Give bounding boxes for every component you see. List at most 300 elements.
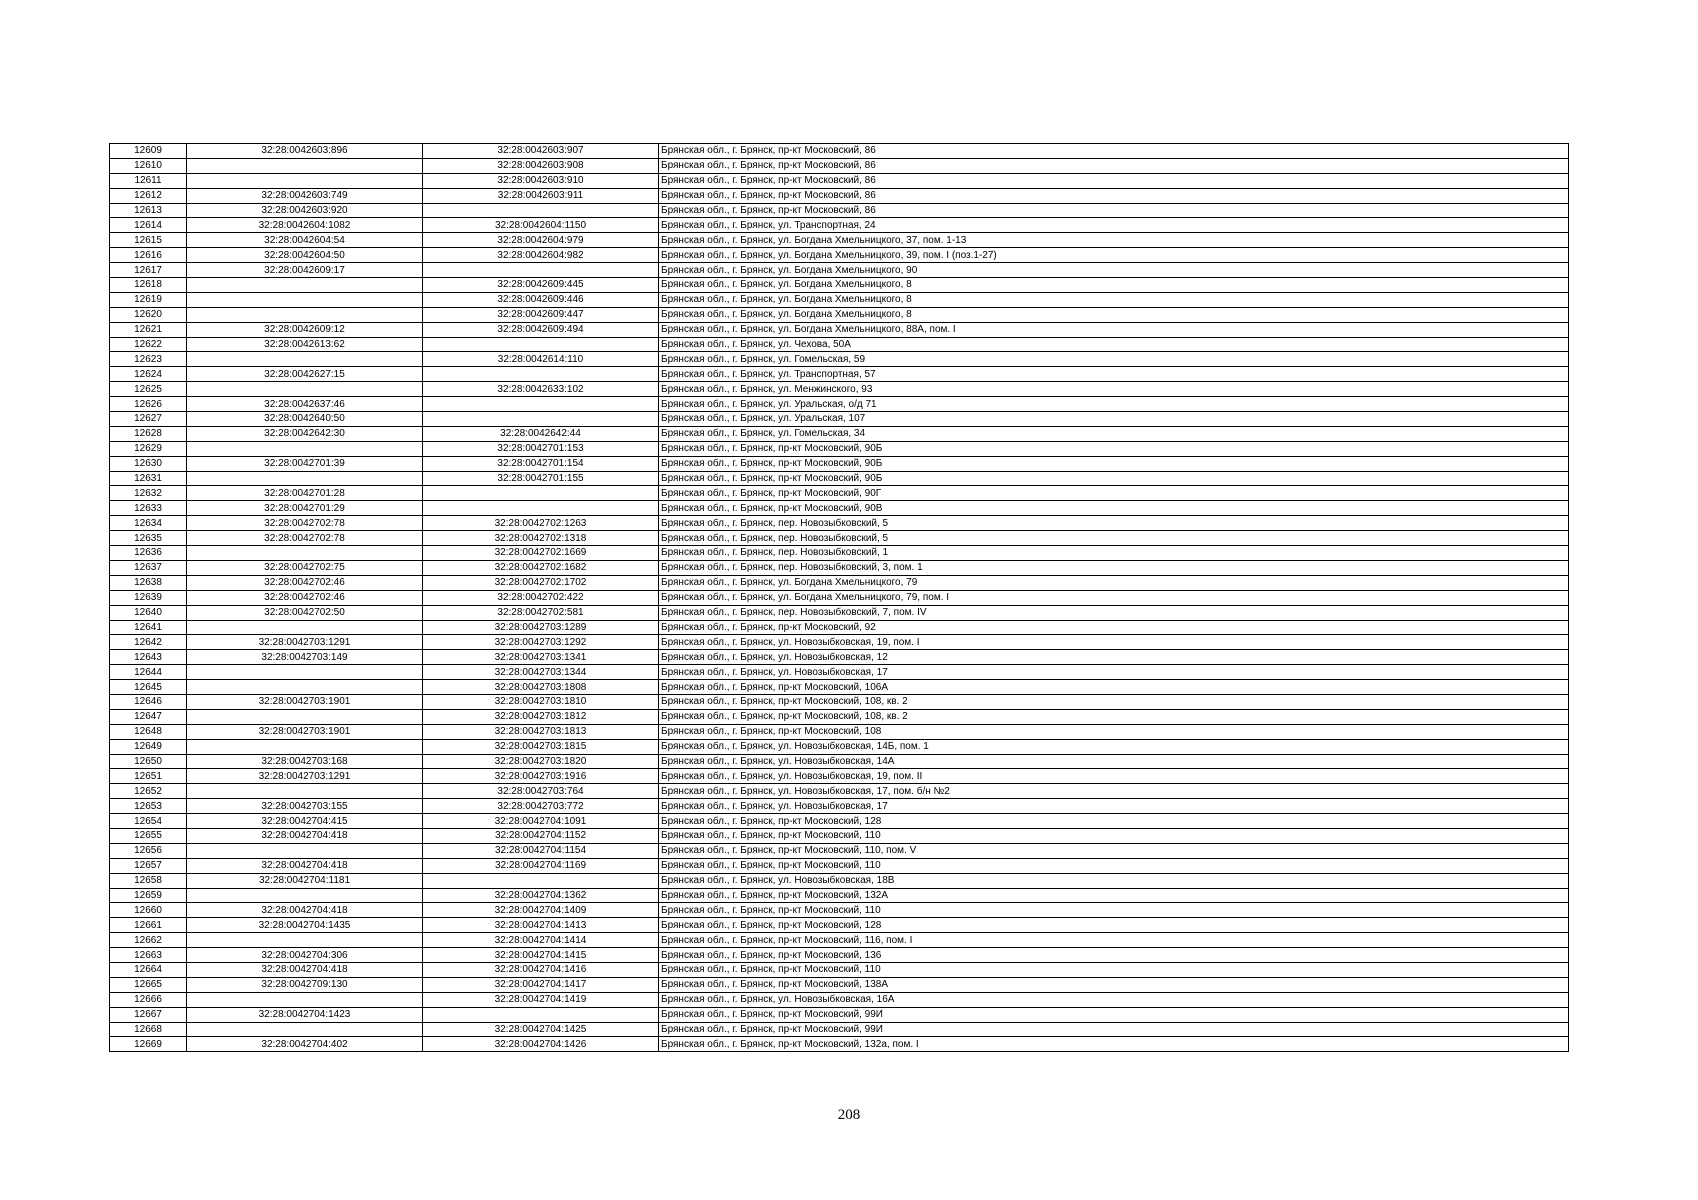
object-number-cell: 32:28:0042704:1169 bbox=[423, 858, 659, 873]
row-number-cell: 12646 bbox=[110, 694, 187, 709]
row-number-cell: 12618 bbox=[110, 278, 187, 293]
table-row bbox=[110, 784, 1569, 799]
row-number-cell: 12664 bbox=[110, 962, 187, 977]
parcel-number-cell bbox=[187, 620, 423, 635]
table-row bbox=[110, 665, 1569, 680]
row-number-cell: 12663 bbox=[110, 948, 187, 963]
address-cell: Брянская обл., г. Брянск, ул. Богдана Хмельницкого, 8 bbox=[659, 292, 1569, 307]
address-cell: Брянская обл., г. Брянск, пр-кт Московский, 110 bbox=[659, 858, 1569, 873]
parcel-number-cell: 32:28:0042703:1291 bbox=[187, 769, 423, 784]
table-row bbox=[110, 560, 1569, 575]
address-cell: Брянская обл., г. Брянск, пр-кт Московский, 136 bbox=[659, 948, 1569, 963]
parcel-number-cell: 32:28:0042704:418 bbox=[187, 858, 423, 873]
table-row bbox=[110, 992, 1569, 1007]
row-number-cell: 12637 bbox=[110, 560, 187, 575]
object-number-cell: 32:28:0042702:1318 bbox=[423, 531, 659, 546]
object-number-cell: 32:28:0042604:982 bbox=[423, 248, 659, 263]
address-cell: Брянская обл., г. Брянск, ул. Новозыбковская, 16А bbox=[659, 992, 1569, 1007]
parcel-number-cell: 32:28:0042701:29 bbox=[187, 501, 423, 516]
parcel-number-cell: 32:28:0042702:75 bbox=[187, 560, 423, 575]
address-cell: Брянская обл., г. Брянск, пр-кт Московский, 92 bbox=[659, 620, 1569, 635]
row-number-cell: 12644 bbox=[110, 665, 187, 680]
table-row bbox=[110, 828, 1569, 843]
table-row bbox=[110, 977, 1569, 992]
object-number-cell: 32:28:0042704:1415 bbox=[423, 948, 659, 963]
parcel-number-cell bbox=[187, 888, 423, 903]
parcel-number-cell: 32:28:0042603:896 bbox=[187, 144, 423, 159]
object-number-cell: 32:28:0042701:153 bbox=[423, 441, 659, 456]
object-number-cell: 32:28:0042703:1810 bbox=[423, 694, 659, 709]
table-row bbox=[110, 680, 1569, 695]
address-cell: Брянская обл., г. Брянск, ул. Богдана Хмельницкого, 88А, пом. I bbox=[659, 322, 1569, 337]
object-number-cell: 32:28:0042703:764 bbox=[423, 784, 659, 799]
parcel-number-cell bbox=[187, 352, 423, 367]
row-number-cell: 12669 bbox=[110, 1037, 187, 1052]
object-number-cell: 32:28:0042704:1362 bbox=[423, 888, 659, 903]
table-row bbox=[110, 1037, 1569, 1052]
row-number-cell: 12633 bbox=[110, 501, 187, 516]
object-number-cell: 32:28:0042703:1916 bbox=[423, 769, 659, 784]
table-row bbox=[110, 635, 1569, 650]
row-number-cell: 12660 bbox=[110, 903, 187, 918]
address-cell: Брянская обл., г. Брянск, ул. Богдана Хмельницкого, 39, пом. I (поз.1-27) bbox=[659, 248, 1569, 263]
object-number-cell: 32:28:0042703:1820 bbox=[423, 754, 659, 769]
object-number-cell: 32:28:0042703:1813 bbox=[423, 724, 659, 739]
object-number-cell bbox=[423, 873, 659, 888]
object-number-cell: 32:28:0042614:110 bbox=[423, 352, 659, 367]
row-number-cell: 12665 bbox=[110, 977, 187, 992]
table-row bbox=[110, 769, 1569, 784]
object-number-cell: 32:28:0042603:907 bbox=[423, 144, 659, 159]
row-number-cell: 12640 bbox=[110, 605, 187, 620]
object-number-cell: 32:28:0042704:1414 bbox=[423, 933, 659, 948]
address-cell: Брянская обл., г. Брянск, ул. Гомельская, 34 bbox=[659, 426, 1569, 441]
address-cell: Брянская обл., г. Брянск, пр-кт Московский, 99И bbox=[659, 1022, 1569, 1037]
address-cell: Брянская обл., г. Брянск, пр-кт Московский, 86 bbox=[659, 173, 1569, 188]
row-number-cell: 12655 bbox=[110, 828, 187, 843]
row-number-cell: 12625 bbox=[110, 382, 187, 397]
table-row bbox=[110, 858, 1569, 873]
row-number-cell: 12612 bbox=[110, 188, 187, 203]
object-number-cell: 32:28:0042633:102 bbox=[423, 382, 659, 397]
parcel-number-cell: 32:28:0042704:418 bbox=[187, 962, 423, 977]
parcel-number-cell bbox=[187, 739, 423, 754]
object-number-cell: 32:28:0042702:1682 bbox=[423, 560, 659, 575]
parcel-number-cell: 32:28:0042603:920 bbox=[187, 203, 423, 218]
address-cell: Брянская обл., г. Брянск, ул. Новозыбковская, 17 bbox=[659, 665, 1569, 680]
address-cell: Брянская обл., г. Брянск, пр-кт Московский, 90В bbox=[659, 501, 1569, 516]
row-number-cell: 12627 bbox=[110, 412, 187, 427]
table-row bbox=[110, 531, 1569, 546]
address-cell: Брянская обл., г. Брянск, ул. Новозыбковская, 19, пом. I bbox=[659, 635, 1569, 650]
row-number-cell: 12654 bbox=[110, 814, 187, 829]
row-number-cell: 12631 bbox=[110, 471, 187, 486]
table-row bbox=[110, 888, 1569, 903]
address-cell: Брянская обл., г. Брянск, ул. Уральская, 107 bbox=[659, 412, 1569, 427]
parcel-number-cell: 32:28:0042604:1082 bbox=[187, 218, 423, 233]
parcel-number-cell: 32:28:0042704:306 bbox=[187, 948, 423, 963]
object-number-cell: 32:28:0042704:1409 bbox=[423, 903, 659, 918]
object-number-cell bbox=[423, 367, 659, 382]
row-number-cell: 12641 bbox=[110, 620, 187, 635]
address-cell: Брянская обл., г. Брянск, ул. Новозыбковская, 19, пом. II bbox=[659, 769, 1569, 784]
address-cell: Брянская обл., г. Брянск, пр-кт Московский, 86 bbox=[659, 188, 1569, 203]
table-row bbox=[110, 814, 1569, 829]
object-number-cell: 32:28:0042604:979 bbox=[423, 233, 659, 248]
row-number-cell: 12657 bbox=[110, 858, 187, 873]
row-number-cell: 12616 bbox=[110, 248, 187, 263]
registry-table-body bbox=[110, 144, 1569, 1052]
registry-table bbox=[109, 143, 1569, 1052]
table-row bbox=[110, 337, 1569, 352]
object-number-cell bbox=[423, 501, 659, 516]
table-row bbox=[110, 203, 1569, 218]
address-cell: Брянская обл., г. Брянск, пер. Новозыбковский, 1 bbox=[659, 546, 1569, 561]
row-number-cell: 12638 bbox=[110, 575, 187, 590]
object-number-cell: 32:28:0042703:772 bbox=[423, 799, 659, 814]
row-number-cell: 12649 bbox=[110, 739, 187, 754]
table-row bbox=[110, 873, 1569, 888]
parcel-number-cell bbox=[187, 784, 423, 799]
row-number-cell: 12648 bbox=[110, 724, 187, 739]
table-row bbox=[110, 933, 1569, 948]
object-number-cell: 32:28:0042703:1815 bbox=[423, 739, 659, 754]
parcel-number-cell: 32:28:0042642:30 bbox=[187, 426, 423, 441]
parcel-number-cell: 32:28:0042704:402 bbox=[187, 1037, 423, 1052]
table-row bbox=[110, 173, 1569, 188]
address-cell: Брянская обл., г. Брянск, пр-кт Московский, 106А bbox=[659, 680, 1569, 695]
parcel-number-cell: 32:28:0042609:12 bbox=[187, 322, 423, 337]
row-number-cell: 12623 bbox=[110, 352, 187, 367]
table-row bbox=[110, 322, 1569, 337]
table-row bbox=[110, 903, 1569, 918]
row-number-cell: 12642 bbox=[110, 635, 187, 650]
address-cell: Брянская обл., г. Брянск, пр-кт Московский, 128 bbox=[659, 918, 1569, 933]
row-number-cell: 12666 bbox=[110, 992, 187, 1007]
table-row bbox=[110, 948, 1569, 963]
table-row bbox=[110, 739, 1569, 754]
address-cell: Брянская обл., г. Брянск, ул. Богдана Хмельницкого, 8 bbox=[659, 278, 1569, 293]
address-cell: Брянская обл., г. Брянск, пер. Новозыбковский, 7, пом. IV bbox=[659, 605, 1569, 620]
object-number-cell: 32:28:0042704:1154 bbox=[423, 843, 659, 858]
table-row bbox=[110, 248, 1569, 263]
table-row bbox=[110, 233, 1569, 248]
parcel-number-cell: 32:28:0042703:1901 bbox=[187, 724, 423, 739]
table-row bbox=[110, 799, 1569, 814]
table-row bbox=[110, 188, 1569, 203]
address-cell: Брянская обл., г. Брянск, ул. Новозыбковская, 14А bbox=[659, 754, 1569, 769]
address-cell: Брянская обл., г. Брянск, ул. Новозыбковская, 17, пом. б/н №2 bbox=[659, 784, 1569, 799]
parcel-number-cell: 32:28:0042640:50 bbox=[187, 412, 423, 427]
table-row bbox=[110, 962, 1569, 977]
object-number-cell bbox=[423, 412, 659, 427]
table-row bbox=[110, 471, 1569, 486]
object-number-cell bbox=[423, 337, 659, 352]
address-cell: Брянская обл., г. Брянск, пр-кт Московский, 90Б bbox=[659, 471, 1569, 486]
address-cell: Брянская обл., г. Брянск, пр-кт Московский, 108, кв. 2 bbox=[659, 694, 1569, 709]
object-number-cell: 32:28:0042609:494 bbox=[423, 322, 659, 337]
table-row bbox=[110, 918, 1569, 933]
parcel-number-cell: 32:28:0042604:50 bbox=[187, 248, 423, 263]
row-number-cell: 12630 bbox=[110, 456, 187, 471]
table-row bbox=[110, 620, 1569, 635]
table-row bbox=[110, 546, 1569, 561]
address-cell: Брянская обл., г. Брянск, ул. Богдана Хмельницкого, 37, пом. 1-13 bbox=[659, 233, 1569, 248]
object-number-cell: 32:28:0042704:1152 bbox=[423, 828, 659, 843]
table-row bbox=[110, 709, 1569, 724]
table-row bbox=[110, 575, 1569, 590]
row-number-cell: 12622 bbox=[110, 337, 187, 352]
table-row bbox=[110, 397, 1569, 412]
table-row bbox=[110, 352, 1569, 367]
parcel-number-cell bbox=[187, 992, 423, 1007]
address-cell: Брянская обл., г. Брянск, пр-кт Московский, 108, кв. 2 bbox=[659, 709, 1569, 724]
parcel-number-cell bbox=[187, 441, 423, 456]
object-number-cell: 32:28:0042704:1091 bbox=[423, 814, 659, 829]
row-number-cell: 12609 bbox=[110, 144, 187, 159]
object-number-cell: 32:28:0042609:446 bbox=[423, 292, 659, 307]
address-cell: Брянская обл., г. Брянск, пер. Новозыбковский, 3, пом. 1 bbox=[659, 560, 1569, 575]
address-cell: Брянская обл., г. Брянск, пр-кт Московский, 110 bbox=[659, 903, 1569, 918]
object-number-cell: 32:28:0042702:1702 bbox=[423, 575, 659, 590]
address-cell: Брянская обл., г. Брянск, пр-кт Московский, 108 bbox=[659, 724, 1569, 739]
object-number-cell: 32:28:0042642:44 bbox=[423, 426, 659, 441]
table-row bbox=[110, 724, 1569, 739]
row-number-cell: 12650 bbox=[110, 754, 187, 769]
object-number-cell: 32:28:0042702:581 bbox=[423, 605, 659, 620]
object-number-cell: 32:28:0042603:911 bbox=[423, 188, 659, 203]
row-number-cell: 12659 bbox=[110, 888, 187, 903]
address-cell: Брянская обл., г. Брянск, ул. Гомельская, 59 bbox=[659, 352, 1569, 367]
address-cell: Брянская обл., г. Брянск, пр-кт Московский, 128 bbox=[659, 814, 1569, 829]
object-number-cell: 32:28:0042703:1808 bbox=[423, 680, 659, 695]
table-row bbox=[110, 605, 1569, 620]
parcel-number-cell: 32:28:0042637:46 bbox=[187, 397, 423, 412]
parcel-number-cell: 32:28:0042703:155 bbox=[187, 799, 423, 814]
table-row bbox=[110, 144, 1569, 159]
parcel-number-cell bbox=[187, 1022, 423, 1037]
row-number-cell: 12651 bbox=[110, 769, 187, 784]
parcel-number-cell bbox=[187, 158, 423, 173]
object-number-cell: 32:28:0042703:1344 bbox=[423, 665, 659, 680]
parcel-number-cell bbox=[187, 471, 423, 486]
address-cell: Брянская обл., г. Брянск, пр-кт Московский, 90Б bbox=[659, 456, 1569, 471]
object-number-cell: 32:28:0042704:1413 bbox=[423, 918, 659, 933]
table-row bbox=[110, 1022, 1569, 1037]
address-cell: Брянская обл., г. Брянск, пр-кт Московский, 116, пом. I bbox=[659, 933, 1569, 948]
parcel-number-cell bbox=[187, 382, 423, 397]
object-number-cell: 32:28:0042704:1426 bbox=[423, 1037, 659, 1052]
object-number-cell: 32:28:0042703:1812 bbox=[423, 709, 659, 724]
table-row bbox=[110, 1007, 1569, 1022]
parcel-number-cell: 32:28:0042702:46 bbox=[187, 590, 423, 605]
row-number-cell: 12652 bbox=[110, 784, 187, 799]
table-row bbox=[110, 278, 1569, 293]
row-number-cell: 12615 bbox=[110, 233, 187, 248]
address-cell: Брянская обл., г. Брянск, пер. Новозыбковский, 5 bbox=[659, 531, 1569, 546]
table-row bbox=[110, 307, 1569, 322]
parcel-number-cell bbox=[187, 173, 423, 188]
table-row bbox=[110, 292, 1569, 307]
row-number-cell: 12658 bbox=[110, 873, 187, 888]
parcel-number-cell: 32:28:0042604:54 bbox=[187, 233, 423, 248]
table-row bbox=[110, 694, 1569, 709]
object-number-cell: 32:28:0042603:908 bbox=[423, 158, 659, 173]
row-number-cell: 12626 bbox=[110, 397, 187, 412]
table-row bbox=[110, 650, 1569, 665]
table-row bbox=[110, 516, 1569, 531]
parcel-number-cell: 32:28:0042613:62 bbox=[187, 337, 423, 352]
parcel-number-cell: 32:28:0042702:46 bbox=[187, 575, 423, 590]
row-number-cell: 12619 bbox=[110, 292, 187, 307]
parcel-number-cell: 32:28:0042703:168 bbox=[187, 754, 423, 769]
parcel-number-cell: 32:28:0042704:418 bbox=[187, 903, 423, 918]
object-number-cell: 32:28:0042604:1150 bbox=[423, 218, 659, 233]
parcel-number-cell bbox=[187, 278, 423, 293]
address-cell: Брянская обл., г. Брянск, ул. Богдана Хмельницкого, 79, пом. I bbox=[659, 590, 1569, 605]
row-number-cell: 12667 bbox=[110, 1007, 187, 1022]
parcel-number-cell: 32:28:0042703:149 bbox=[187, 650, 423, 665]
parcel-number-cell: 32:28:0042704:1423 bbox=[187, 1007, 423, 1022]
address-cell: Брянская обл., г. Брянск, пр-кт Московский, 132а, пом. I bbox=[659, 1037, 1569, 1052]
table-row bbox=[110, 590, 1569, 605]
table-row bbox=[110, 754, 1569, 769]
table-row bbox=[110, 412, 1569, 427]
row-number-cell: 12635 bbox=[110, 531, 187, 546]
object-number-cell bbox=[423, 486, 659, 501]
address-cell: Брянская обл., г. Брянск, ул. Богдана Хмельницкого, 8 bbox=[659, 307, 1569, 322]
table-row bbox=[110, 501, 1569, 516]
table-row bbox=[110, 456, 1569, 471]
address-cell: Брянская обл., г. Брянск, ул. Чехова, 50А bbox=[659, 337, 1569, 352]
object-number-cell: 32:28:0042702:1263 bbox=[423, 516, 659, 531]
row-number-cell: 12629 bbox=[110, 441, 187, 456]
address-cell: Брянская обл., г. Брянск, пр-кт Московский, 90Б bbox=[659, 441, 1569, 456]
parcel-number-cell: 32:28:0042704:1181 bbox=[187, 873, 423, 888]
parcel-number-cell: 32:28:0042603:749 bbox=[187, 188, 423, 203]
parcel-number-cell bbox=[187, 665, 423, 680]
address-cell: Брянская обл., г. Брянск, ул. Уральская, о/д 71 bbox=[659, 397, 1569, 412]
object-number-cell bbox=[423, 263, 659, 278]
row-number-cell: 12639 bbox=[110, 590, 187, 605]
parcel-number-cell: 32:28:0042703:1901 bbox=[187, 694, 423, 709]
address-cell: Брянская обл., г. Брянск, ул. Новозыбковская, 18В bbox=[659, 873, 1569, 888]
row-number-cell: 12656 bbox=[110, 843, 187, 858]
table-row bbox=[110, 158, 1569, 173]
table-row bbox=[110, 263, 1569, 278]
table-row bbox=[110, 441, 1569, 456]
object-number-cell: 32:28:0042703:1292 bbox=[423, 635, 659, 650]
parcel-number-cell: 32:28:0042702:50 bbox=[187, 605, 423, 620]
row-number-cell: 12668 bbox=[110, 1022, 187, 1037]
object-number-cell bbox=[423, 203, 659, 218]
row-number-cell: 12610 bbox=[110, 158, 187, 173]
object-number-cell: 32:28:0042703:1289 bbox=[423, 620, 659, 635]
address-cell: Брянская обл., г. Брянск, пр-кт Московский, 99И bbox=[659, 1007, 1569, 1022]
row-number-cell: 12613 bbox=[110, 203, 187, 218]
address-cell: Брянская обл., г. Брянск, ул. Богдана Хмельницкого, 90 bbox=[659, 263, 1569, 278]
address-cell: Брянская обл., г. Брянск, ул. Транспортная, 57 bbox=[659, 367, 1569, 382]
row-number-cell: 12632 bbox=[110, 486, 187, 501]
row-number-cell: 12620 bbox=[110, 307, 187, 322]
address-cell: Брянская обл., г. Брянск, пр-кт Московский, 86 bbox=[659, 158, 1569, 173]
address-cell: Брянская обл., г. Брянск, пр-кт Московский, 132А bbox=[659, 888, 1569, 903]
parcel-number-cell bbox=[187, 292, 423, 307]
object-number-cell: 32:28:0042704:1425 bbox=[423, 1022, 659, 1037]
address-cell: Брянская обл., г. Брянск, пер. Новозыбковский, 5 bbox=[659, 516, 1569, 531]
address-cell: Брянская обл., г. Брянск, пр-кт Московский, 86 bbox=[659, 144, 1569, 159]
table-row bbox=[110, 486, 1569, 501]
address-cell: Брянская обл., г. Брянск, пр-кт Московский, 138А bbox=[659, 977, 1569, 992]
parcel-number-cell: 32:28:0042702:78 bbox=[187, 516, 423, 531]
object-number-cell: 32:28:0042609:445 bbox=[423, 278, 659, 293]
parcel-number-cell: 32:28:0042627:15 bbox=[187, 367, 423, 382]
parcel-number-cell bbox=[187, 307, 423, 322]
row-number-cell: 12621 bbox=[110, 322, 187, 337]
address-cell: Брянская обл., г. Брянск, ул. Новозыбковская, 17 bbox=[659, 799, 1569, 814]
row-number-cell: 12643 bbox=[110, 650, 187, 665]
object-number-cell bbox=[423, 397, 659, 412]
row-number-cell: 12661 bbox=[110, 918, 187, 933]
table-row bbox=[110, 426, 1569, 441]
address-cell: Брянская обл., г. Брянск, ул. Менжинского, 93 bbox=[659, 382, 1569, 397]
parcel-number-cell: 32:28:0042703:1291 bbox=[187, 635, 423, 650]
row-number-cell: 12653 bbox=[110, 799, 187, 814]
parcel-number-cell: 32:28:0042704:415 bbox=[187, 814, 423, 829]
object-number-cell: 32:28:0042703:1341 bbox=[423, 650, 659, 665]
parcel-number-cell: 32:28:0042701:39 bbox=[187, 456, 423, 471]
row-number-cell: 12611 bbox=[110, 173, 187, 188]
row-number-cell: 12624 bbox=[110, 367, 187, 382]
parcel-number-cell: 32:28:0042701:28 bbox=[187, 486, 423, 501]
parcel-number-cell bbox=[187, 709, 423, 724]
address-cell: Брянская обл., г. Брянск, пр-кт Московский, 110 bbox=[659, 828, 1569, 843]
parcel-number-cell: 32:28:0042702:78 bbox=[187, 531, 423, 546]
row-number-cell: 12614 bbox=[110, 218, 187, 233]
row-number-cell: 12645 bbox=[110, 680, 187, 695]
address-cell: Брянская обл., г. Брянск, ул. Богдана Хмельницкого, 79 bbox=[659, 575, 1569, 590]
object-number-cell: 32:28:0042603:910 bbox=[423, 173, 659, 188]
row-number-cell: 12617 bbox=[110, 263, 187, 278]
address-cell: Брянская обл., г. Брянск, пр-кт Московский, 90Г bbox=[659, 486, 1569, 501]
address-cell: Брянская обл., г. Брянск, пр-кт Московский, 110 bbox=[659, 962, 1569, 977]
table-row bbox=[110, 382, 1569, 397]
address-cell: Брянская обл., г. Брянск, ул. Новозыбковская, 14Б, пом. 1 bbox=[659, 739, 1569, 754]
table-row bbox=[110, 218, 1569, 233]
row-number-cell: 12647 bbox=[110, 709, 187, 724]
object-number-cell: 32:28:0042704:1419 bbox=[423, 992, 659, 1007]
object-number-cell: 32:28:0042702:1669 bbox=[423, 546, 659, 561]
object-number-cell: 32:28:0042701:155 bbox=[423, 471, 659, 486]
address-cell: Брянская обл., г. Брянск, ул. Транспортная, 24 bbox=[659, 218, 1569, 233]
parcel-number-cell: 32:28:0042704:418 bbox=[187, 828, 423, 843]
object-number-cell: 32:28:0042702:422 bbox=[423, 590, 659, 605]
object-number-cell: 32:28:0042609:447 bbox=[423, 307, 659, 322]
address-cell: Брянская обл., г. Брянск, пр-кт Московский, 110, пом. V bbox=[659, 843, 1569, 858]
parcel-number-cell bbox=[187, 843, 423, 858]
object-number-cell bbox=[423, 1007, 659, 1022]
address-cell: Брянская обл., г. Брянск, ул. Новозыбковская, 12 bbox=[659, 650, 1569, 665]
address-cell: Брянская обл., г. Брянск, пр-кт Московский, 86 bbox=[659, 203, 1569, 218]
parcel-number-cell: 32:28:0042704:1435 bbox=[187, 918, 423, 933]
parcel-number-cell bbox=[187, 680, 423, 695]
table-row bbox=[110, 843, 1569, 858]
object-number-cell: 32:28:0042701:154 bbox=[423, 456, 659, 471]
row-number-cell: 12634 bbox=[110, 516, 187, 531]
row-number-cell: 12636 bbox=[110, 546, 187, 561]
page-number: 208 bbox=[837, 1107, 861, 1123]
row-number-cell: 12628 bbox=[110, 426, 187, 441]
